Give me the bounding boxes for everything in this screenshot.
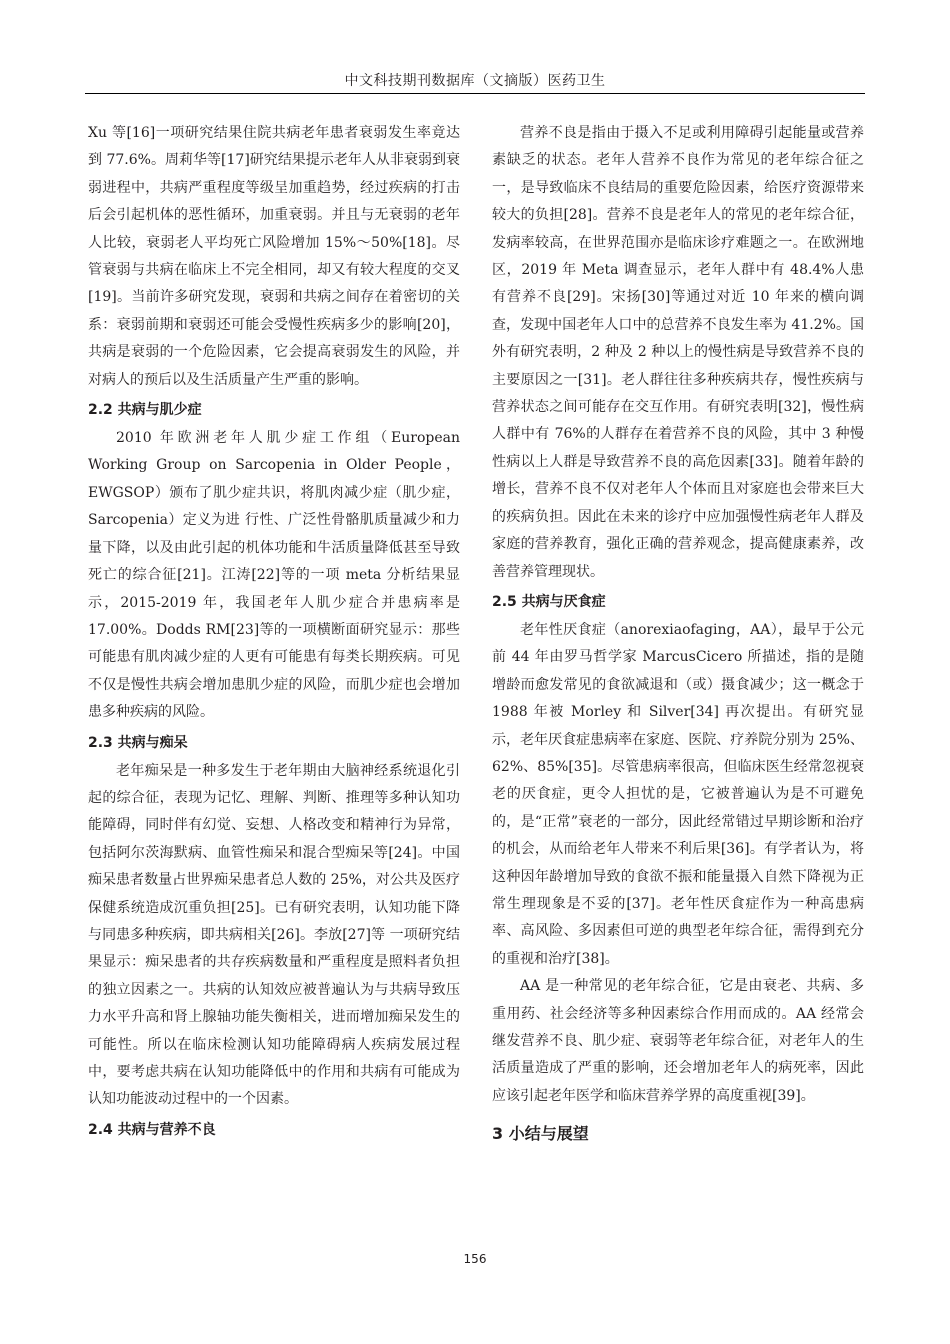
paragraph-frailty-continued: Xu 等[16]一项研究结果住院共病老年患者衰弱发生率竟达到 77.6%。周莉华等[17]研究结果提示老年人从非衰弱到衰弱进程中，共病严重程度等级呈加重趋势，经过疾病的打击后会引起机体的恶性循环，加重衰弱。并且与无衰弱的老年人比较，衰弱老人平均死亡风险增加 15%～50%[18]。尽管衰弱与共病在临床上不完全相同，却又有较大程度的交叉[19]。当前许多研究发现，衰弱和共病之间存在着密切的关系：衰弱前期和衰弱还可能会受慢性疾病多少的影响[20]，共病是衰弱的一个危险因素，它会提高衰弱发生的风险，并对病人的预后以及生活质量产生严重的影响。 (88, 125, 460, 388)
section-heading-2-3: 2.3 共病与痴呆 (88, 734, 188, 751)
paragraph-malnutrition: 营养不良是指由于摄入不足或利用障碍引起能量或营养素缺乏的状态。老年人营养不良作为常见的老年综合征之一，是导致临床不良结局的重要危险因素，给医疗资源带来较大的负担[28]。营养不良是老年人的常见的老年综合征，发病率较高，在世界范围亦是临床诊疗难题之一。在欧洲地区，2019 年 Meta 调查显示，老年人群中有 48.4%人患有营养不良[29]。宋扬[30]等通过对近 10 年来的横向调查，发现中国老年人口中的总营养不良发生率为 41.2%。国外有研究表明，2 种及 2 种以上的慢性病是导致营养不良的主要原因之一[31]。老人群往往多种疾病共存，慢性疾病与营养状态之间可能存在交互作用。有研究表明[32]，慢性病人群中有 76%的人群存在着营养不良的风险，其中 3 种慢性病以上人群是导致营养不良的高危因素[33]。随着年龄的增长，营养不良不仅对老年人个体而且对家庭也会带来巨大的疾病负担。因此在未来的诊疗中应加强慢性病老年人群及家庭的营养教育，强化正确的营养观念，提高健康素养，改善营养管理现状。 (492, 125, 864, 580)
journal-header: 中文科技期刊数据库（文摘版）医药卫生 (344, 73, 606, 89)
paragraph-sarcopenia: 2010 年欧洲老年人肌少症工作组（European Working Group on Sarcopenia in Older People，EWGSOP）颁布了肌少症共识，将肌肉减少症（肌少症，Sarcopenia）定义为进 行性、广泛性骨骼肌质量减少和力量下降，以及由此引起的机体功能和牛活质量降低甚至导致死亡的综合征[21]。江涛[22]等的一项 meta 分析结果显示，2015-2019 年，我国老年人肌少症合并患病率是 17.00%。Dodds RM[23]等的一项横断面研究显示：那些可能患有肌肉减少症的人更有可能患有每类长期疾病。可见不仅是慢性共病会增加患肌少症的风险，而肌少症也会增加患多种疾病的风险。 (88, 430, 460, 721)
page-number: 156 (463, 1252, 487, 1266)
paragraph-dementia: 老年痴呆是一种多发生于老年期由大脑神经系统退化引起的综合征，表现为记忆、理解、判断、推理等多种认知功能障碍，同时伴有幻觉、妄想、人格改变和精神行为异常，包括阿尔茨海默病、血管性痴呆和混合型痴呆等[24]。中国痴呆患者数量占世界痴呆患者总人数的 25%，对公共及医疗保健系统造成沉重负担[25]。已有研究表明，认知功能下降与同患多种疾病，即共病相关[26]。李放[27]等 一项研究结果显示：痴呆患者的共存疾病数量和严重程度是照料者负担的独立因素之一。共病的认知效应被普遍认为与共病导致压力水平升高和肾上腺轴功能失衡相关，进而增加痴呆发生的可能性。所以在临床检测认知功能障碍病人疾病发展过程中，要考虑共病在认知功能降低中的作用和共病有可能成为认知功能波动过程中的一个因素。 (88, 762, 460, 1108)
section-heading-2-2: 2.2 共病与肌少症 (88, 402, 202, 419)
right-column (492, 120, 864, 1149)
left-column (88, 120, 460, 1145)
paragraph-aa-summary: AA 是一种常见的老年综合征，它是由衰老、共病、多重用药、社会经济等多种因素综合作用而成的。AA 经常会继发营养不良、肌少症、衰弱等老年综合征，对老年人的生活质量造成了严重的影响，还会增加老年人的病死率，因此应该引起老年医学和临床营养学界的高度重视[39]。 (492, 978, 864, 1104)
header-rule (85, 93, 865, 94)
section-heading-2-5: 2.5 共病与厌食症 (492, 593, 606, 610)
section-heading-2-4: 2.4 共病与营养不良 (88, 1121, 216, 1138)
section-heading-3: 3 小结与展望 (492, 1124, 589, 1144)
paragraph-anorexia: 老年性厌食症（anorexiaofaging，AA），最早于公元前 44 年由罗马哲学家 MarcusCicero 所描述，指的是随增龄而愈发常见的食欲减退和（或）摄食减少；这一概念于 1988 年被 Morley 和 Silver[34] 再次提出。有研究显示，老年厌食症患病率在家庭、医院、疗养院分别为 25%、62%、85%[35]。尽管患病率很高，但临床医生经常忽视衰老的厌食症，更令人担忧的是，它被普遍认为是不可避免的，是“正常”衰老的一部分，因此经常错过早期诊断和治疗的机会，从而给老年人带来不利后果[36]。有学者认为，将这种因年龄增加导致的食欲不振和能量摄入自然下降视为正常生理现象是不妥的[37]。老年性厌食症作为一种高患病率、高风险、多因素但可逆的典型老年综合征，需得到充分的重视和治疗[38]。 (492, 621, 864, 967)
